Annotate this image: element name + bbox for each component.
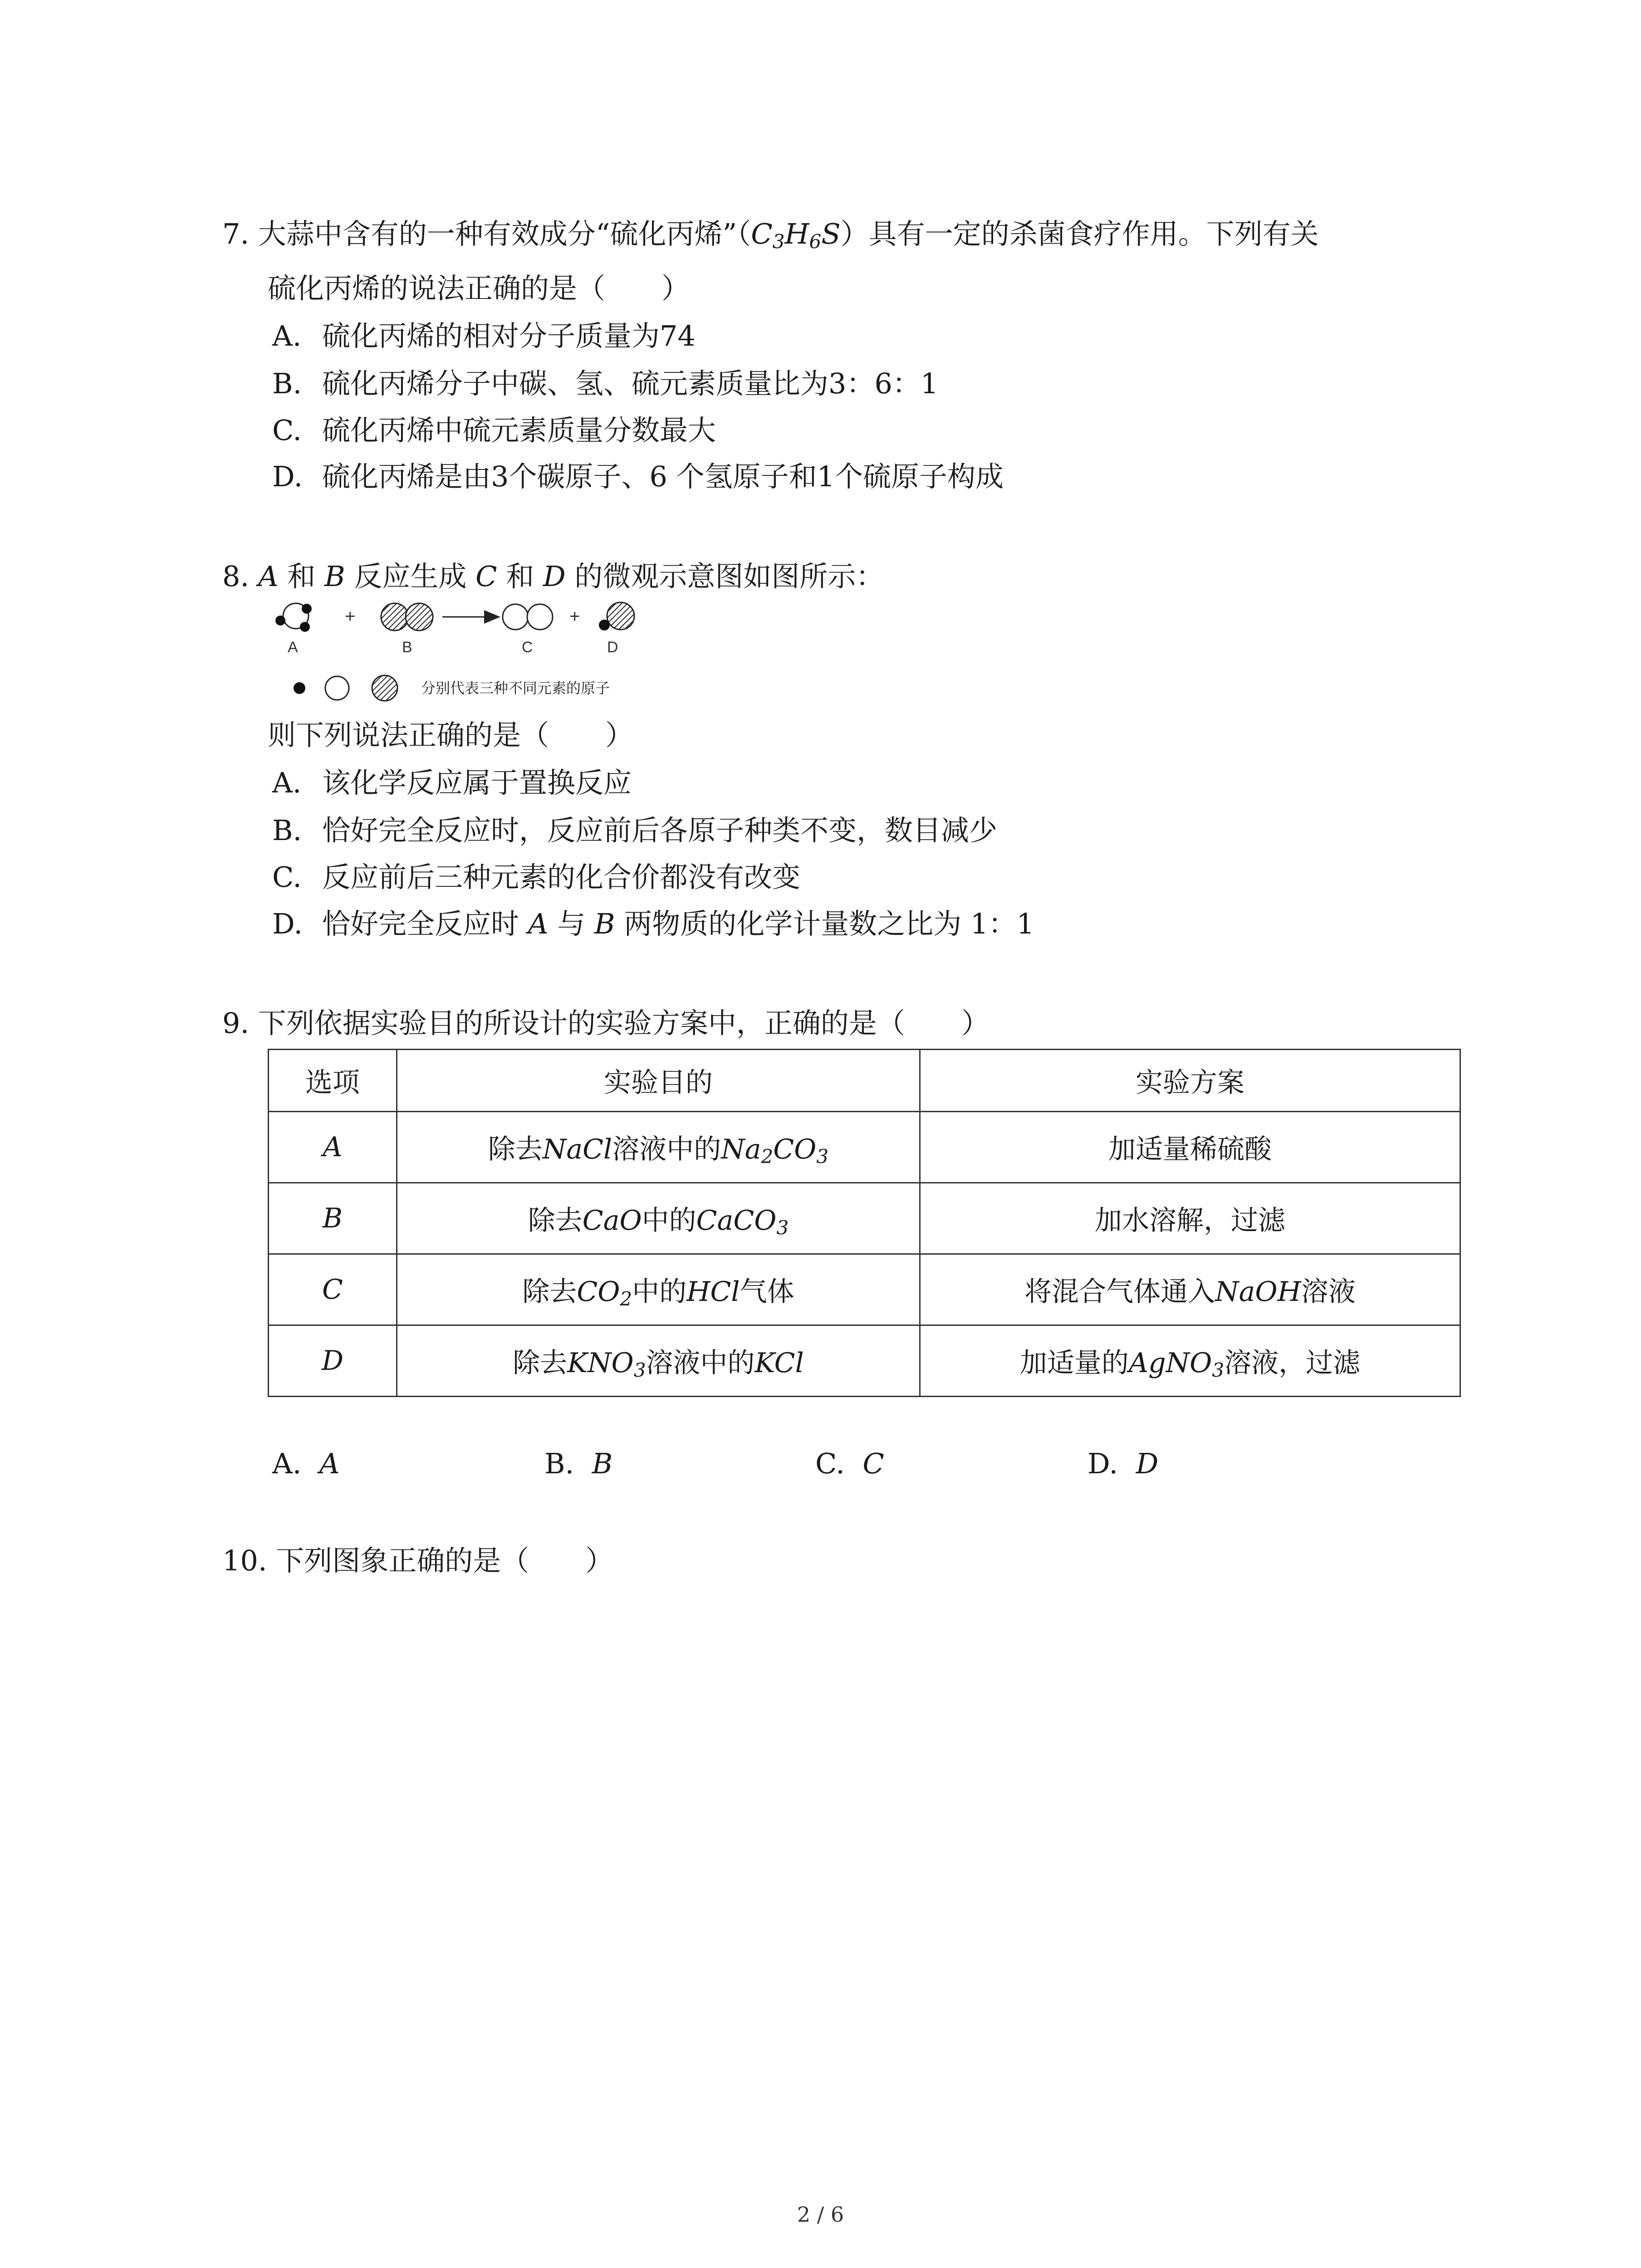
header-option: 选项 xyxy=(269,1050,397,1112)
row-scheme: 将混合气体通入NaOH溶液 xyxy=(920,1254,1460,1325)
q9-stem: 9. 下列依据实验目的所设计的实验方案中，正确的是（ ） xyxy=(222,1007,989,1040)
q7-option-d: D. 硫化丙烯是由3个碳原子、6 个氢原子和1个硫原子构成 xyxy=(272,460,1004,493)
q7-option-c: C. 硫化丙烯中硫元素质量分数最大 xyxy=(272,414,716,447)
header-scheme: 实验方案 xyxy=(920,1050,1460,1112)
molecule-a xyxy=(275,603,312,632)
row-option: C xyxy=(269,1254,397,1325)
q8-option-c: C. 反应前后三种元素的化合价都没有改变 xyxy=(272,860,801,894)
molecule-b xyxy=(381,603,433,631)
header-purpose: 实验目的 xyxy=(397,1050,920,1112)
label-b: B xyxy=(402,639,412,656)
molecule-c xyxy=(503,604,553,630)
row-scheme: 加适量的AgNO$_3$溶液，过滤 xyxy=(920,1325,1460,1397)
q9-choice-a: A. A xyxy=(272,1447,340,1480)
row-purpose: 除去$CO_2$中的HCl气体 xyxy=(397,1254,920,1325)
row-purpose: 除去NaCl溶液中的$Na_2CO_3$ xyxy=(397,1112,920,1183)
row-option: A xyxy=(269,1112,397,1183)
row-purpose: 除去CaO中的CaCO$_3$ xyxy=(397,1183,920,1254)
page-number: 2 / 6 xyxy=(797,2202,844,2227)
q7-option-b: B. 硫化丙烯分子中碳、氢、硫元素质量比为3：6：1 xyxy=(272,367,939,400)
table-header-row xyxy=(269,1050,1460,1112)
label-c: C xyxy=(522,639,533,656)
q10-stem: 10. 下列图象正确的是（ ） xyxy=(222,1544,614,1577)
q9-table xyxy=(268,1049,1461,1397)
plus-sign-1: + xyxy=(345,606,356,626)
q8-option-d: D. 恰好完全反应时 A 与 B 两物质的化学计量数之比为 1：1 xyxy=(272,907,1034,940)
q9-choice-d: D. D xyxy=(1087,1447,1159,1480)
row-scheme: 加水溶解，过滤 xyxy=(920,1183,1460,1254)
row-purpose: 除去$KNO_3$溶液中的KCl xyxy=(397,1325,920,1397)
q8-option-b: B. 恰好完全反应时，反应前后各原子种类不变，数目减少 xyxy=(272,814,998,847)
q8-stem: 8. A 和 B 反应生成 C 和 D 的微观示意图如图所示： xyxy=(222,560,884,593)
legend-hatched-atom xyxy=(372,675,397,701)
q8-option-a: A. 该化学反应属于置换反应 xyxy=(272,766,632,799)
q7-stem-text-b: ）具有一定的杀菌食疗作用。下列有关 xyxy=(840,217,1319,250)
label-d: D xyxy=(607,639,618,656)
label-a: A xyxy=(288,639,298,656)
q7-option-a: A. 硫化丙烯的相对分子质量为74 xyxy=(272,319,696,352)
table-row xyxy=(269,1183,1460,1254)
table-row xyxy=(269,1325,1460,1397)
row-option: D xyxy=(269,1325,397,1397)
q9-choice-c: C. C xyxy=(815,1447,884,1480)
row-scheme: 加适量稀硫酸 xyxy=(920,1112,1460,1183)
q7-stem-text-a: 7. 大蒜中含有的一种有效成分“硫化丙烯”（ xyxy=(222,217,751,250)
legend-text: 分别代表三种不同元素的原子 xyxy=(421,680,610,696)
q9-choice-b: B. B xyxy=(544,1447,613,1480)
q8-question: 则下列说法正确的是（ ） xyxy=(268,719,634,752)
reaction-diagram xyxy=(268,599,721,712)
row-option: B xyxy=(269,1183,397,1254)
q7-stem-line2: 硫化丙烯的说法正确的是（ ） xyxy=(268,272,690,305)
q7-stem xyxy=(222,217,1319,253)
legend-black-atom xyxy=(294,682,305,694)
q7-formula: $C_3H_6S$ xyxy=(751,217,841,253)
table-row xyxy=(269,1112,1460,1183)
legend-white-atom xyxy=(325,676,349,700)
molecule-d xyxy=(599,602,634,631)
plus-sign-2: + xyxy=(569,606,580,626)
table-row xyxy=(269,1254,1460,1325)
